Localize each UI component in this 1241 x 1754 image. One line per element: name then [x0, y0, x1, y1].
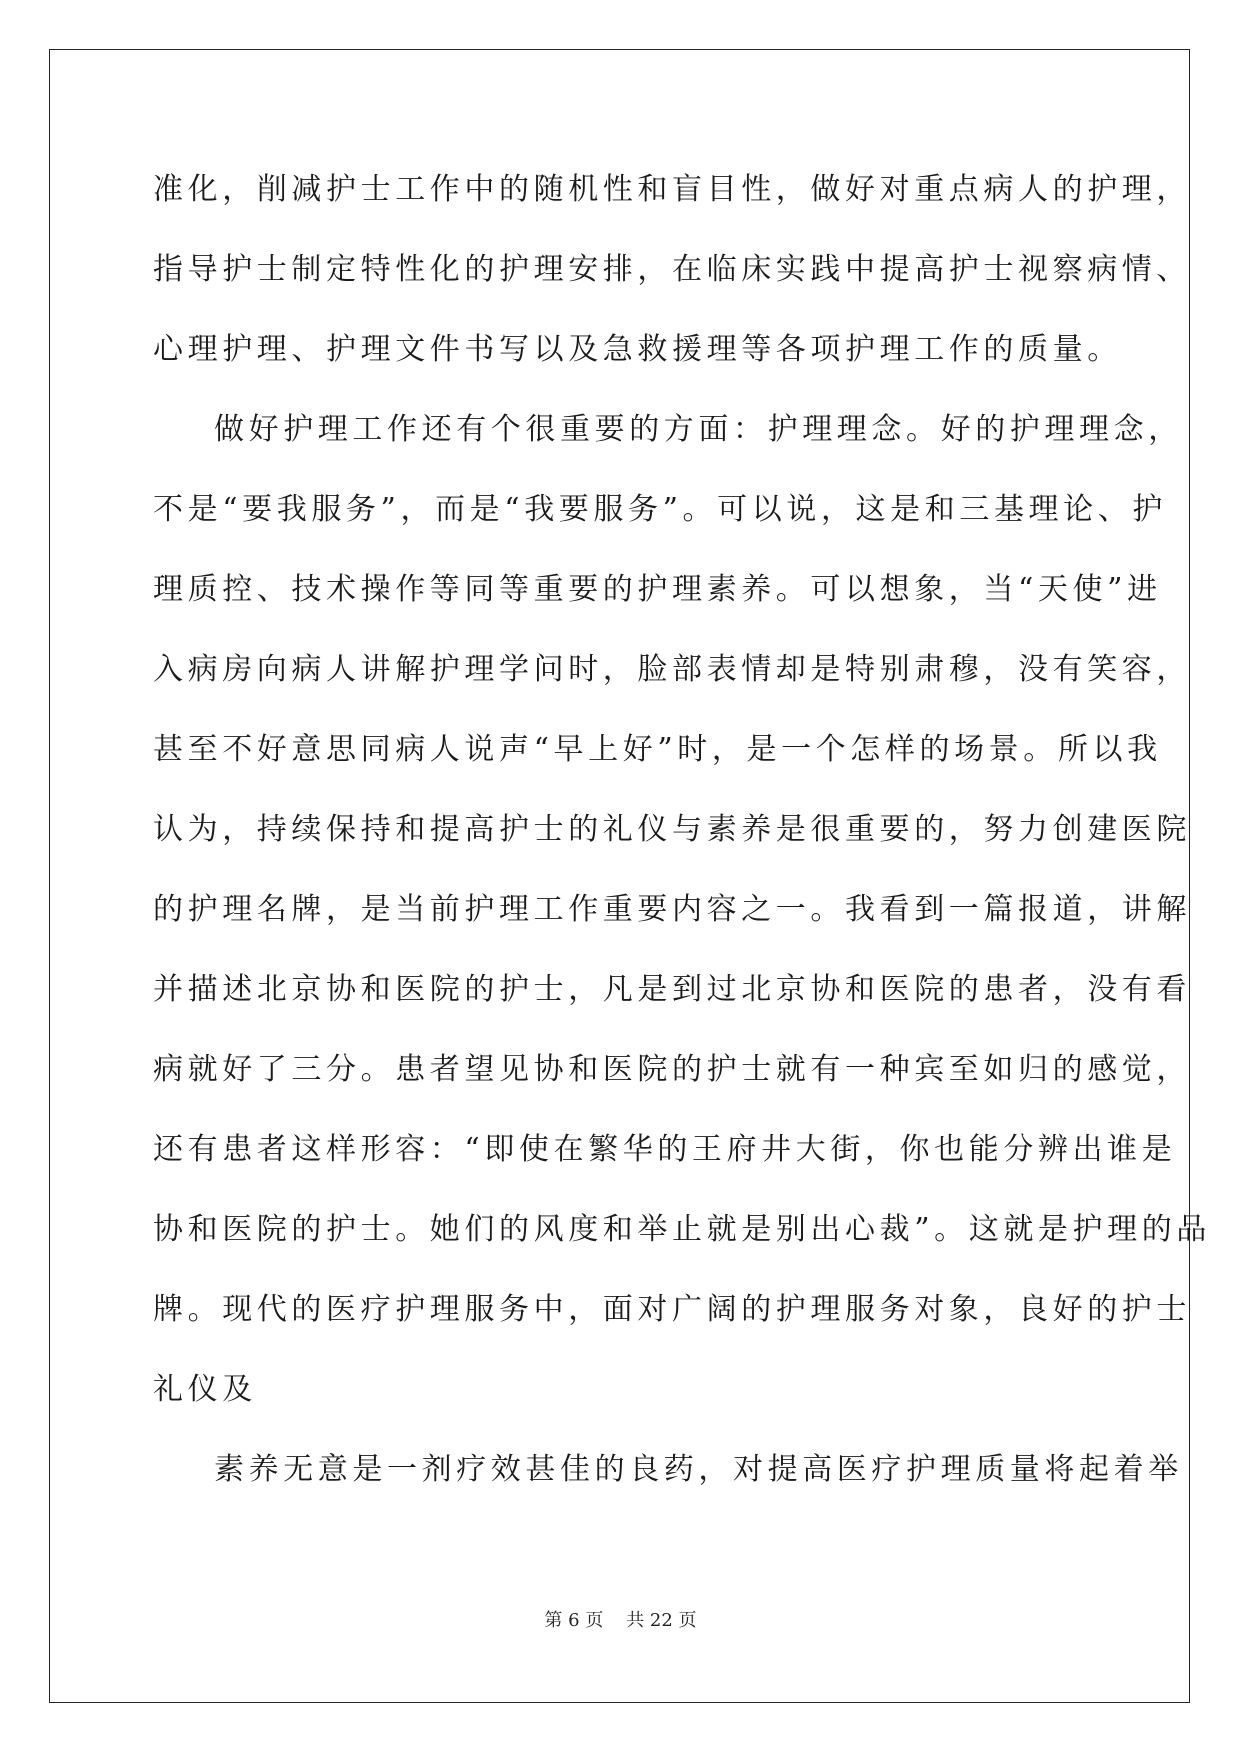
text-line: 心理护理、护理文件书写以及急救援理等各项护理工作的质量。	[153, 332, 1122, 367]
text-line: 准化，削减护士工作中的随机性和盲目性，做好对重点病人的护理，	[153, 172, 1191, 207]
text-line: 不是“要我服务”，而是“我要服务”。可以说，这是和三基理论、护	[153, 492, 1167, 527]
text-line: 礼仪及	[153, 1372, 257, 1407]
text-line: 的护理名牌，是当前护理工作重要内容之一。我看到一篇报道，讲解	[153, 892, 1191, 927]
text-line: 甚至不好意思同病人说声“早上好”时，是一个怎样的场景。所以我	[153, 732, 1162, 767]
text-line: 协和医院的护士。她们的风度和举止就是别出心裁”。这就是护理的品	[153, 1212, 1211, 1247]
paragraph-start-line: 做好护理工作还有个很重要的方面：护理理念。好的护理理念，	[214, 412, 1183, 447]
text-line: 牌。现代的医疗护理服务中，面对广阔的护理服务对象，良好的护士	[153, 1292, 1191, 1327]
text-line: 入病房向病人讲解护理学问时，脸部表情却是特别肃穆，没有笑容，	[153, 652, 1191, 687]
document-body	[153, 160, 1211, 1520]
page-number-footer: 第 6 页 共 22 页	[544, 1610, 697, 1631]
text-line: 并描述北京协和医院的护士，凡是到过北京协和医院的患者，没有看	[153, 972, 1191, 1007]
text-line: 理质控、技术操作等同等重要的护理素养。可以想象，当“天使”进	[153, 572, 1162, 607]
text-line: 病就好了三分。患者望见协和医院的护士就有一种宾至如归的感觉，	[153, 1052, 1191, 1087]
text-line: 还有患者这样形容：“即使在繁华的王府井大街，你也能分辨出谁是	[153, 1132, 1177, 1167]
text-line: 指导护士制定特性化的护理安排，在临床实践中提高护士视察病情、	[153, 252, 1191, 287]
paragraph-start-line: 素养无意是一剂疗效甚佳的良药，对提高医疗护理质量将起着举	[214, 1452, 1183, 1487]
text-line: 认为，持续保持和提高护士的礼仪与素养是很重要的，努力创建医院	[153, 812, 1191, 847]
